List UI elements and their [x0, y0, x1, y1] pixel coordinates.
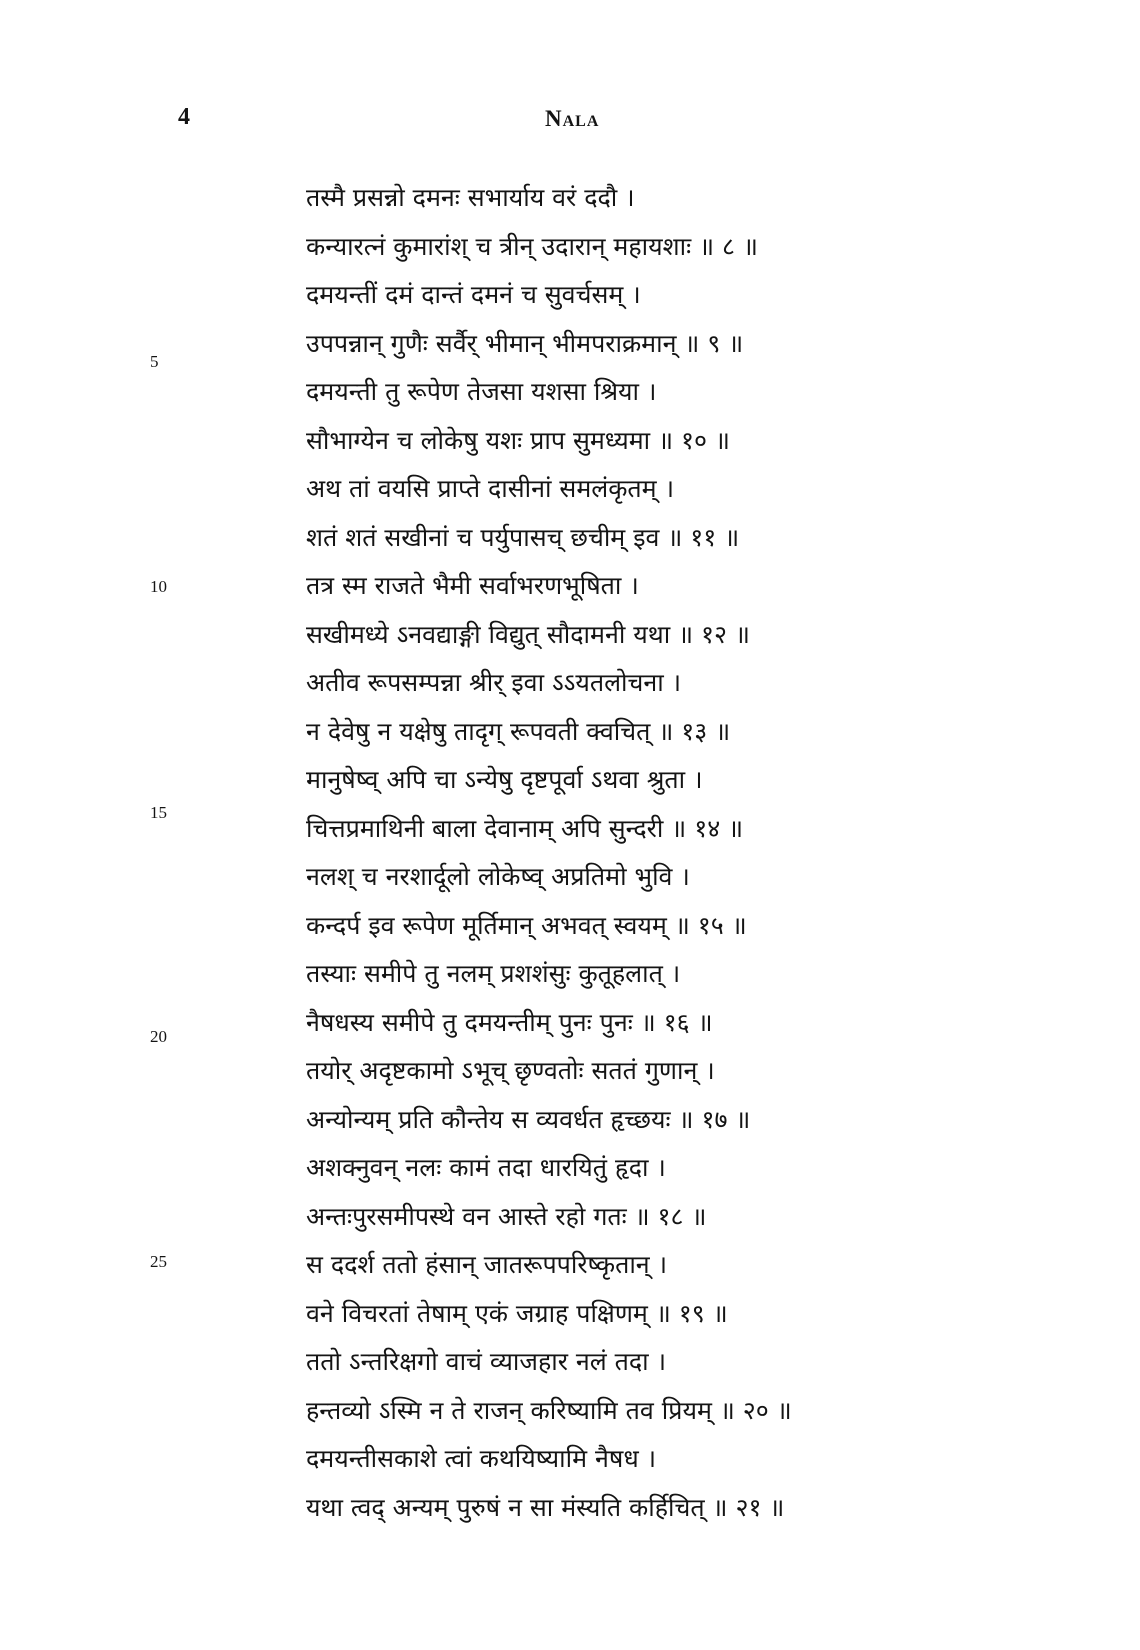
page-number: 4	[178, 104, 190, 130]
verse-line: शतं शतं सखीनां च पर्युपासच् छचीम् इव ॥ ११ ॥	[306, 522, 740, 552]
verse-line: दमयन्ती तु रूपेण तेजसा यशसा श्रिया ।	[306, 377, 657, 406]
verse-line: स ददर्श ततो हंसान् जातरूपपरिष्कृतान् ।	[306, 1250, 668, 1279]
verse-line: सौभाग्येन च लोकेषु यशः प्राप सुमध्यमा ॥ १० ॥	[306, 425, 730, 455]
verse-line: दमयन्तीसकाशे त्वां कथयिष्यामि नैषध ।	[306, 1444, 657, 1473]
verse-line: ततो ऽन्तरिक्षगो वाचं व्याजहार नलं तदा ।	[306, 1347, 667, 1376]
verse-line: अथ तां वयसि प्राप्ते दासीनां समलंकृतम् ।	[306, 474, 675, 503]
verse-line: अन्योन्यम् प्रति कौन्तेय स व्यवर्धत हृच्छयः ॥ १७ ॥	[306, 1104, 751, 1134]
verse-line: यथा त्वद् अन्यम् पुरुषं न सा मंस्यति कर्हिचित् ॥ २१ ॥	[306, 1492, 785, 1522]
line-number: 25	[150, 1252, 167, 1271]
line-number: 5	[150, 352, 159, 371]
verse-line: तस्याः समीपे तु नलम् प्रशशंसुः कुतूहलात् ।	[306, 959, 681, 988]
verse-line: नैषधस्य समीपे तु दमयन्तीम् पुनः पुनः ॥ १६ ॥	[306, 1007, 713, 1037]
verse-line: अतीव रूपसम्पन्ना श्रीर् इवा ऽऽयतलोचना ।	[306, 668, 682, 697]
verse-line: चित्तप्रमाथिनी बाला देवानाम् अपि सुन्दरी ॥ १४ ॥	[306, 813, 744, 843]
verse-line: अशक्नुवन् नलः कामं तदा धारयितुं हृदा ।	[306, 1153, 666, 1182]
verse-line: सखीमध्ये ऽनवद्याङ्गी विद्युत् सौदामनी यथा ॥ १२ ॥	[306, 619, 750, 649]
verse-line: तत्र स्म राजते भैमी सर्वाभरणभूषिता ।	[306, 571, 639, 600]
verse-line: हन्तव्यो ऽस्मि न ते राजन् करिष्यामि तव प्रियम् ॥ २० ॥	[306, 1395, 792, 1425]
verse-line: वने विचरतां तेषाम् एकं जग्राह पक्षिणम् ॥ १९ ॥	[306, 1298, 728, 1328]
verse-line: दमयन्तीं दमं दान्तं दमनं च सुवर्चसम् ।	[306, 280, 641, 309]
verse-line: तस्मै प्रसन्नो दमनः सभार्याय वरं ददौ ।	[306, 183, 635, 212]
verse-line: कन्दर्प इव रूपेण मूर्तिमान् अभवत् स्वयम् ॥ १५ ॥	[306, 910, 747, 940]
verse-line: तयोर् अदृष्टकामो ऽभूच् छृण्वतोः सततं गुणान् ।	[306, 1056, 715, 1085]
verse-line: उपपन्नान् गुणैः सर्वैर् भीमान् भीमपराक्रमान् ॥ ९ ॥	[306, 328, 744, 358]
line-number: 20	[150, 1027, 167, 1046]
verse-line: न देवेषु न यक्षेषु तादृग् रूपवती क्वचित् ॥ १३ ॥	[306, 716, 731, 746]
verse-line: कन्यारत्नं कुमारांश् च त्रीन् उदारान् महायशाः ॥ ८ ॥	[306, 231, 758, 261]
running-head: Nala	[545, 106, 600, 131]
verse-line: मानुषेष्व् अपि चा ऽन्येषु दृष्टपूर्वा ऽथवा श्रुता ।	[306, 765, 703, 794]
line-number: 10	[150, 577, 167, 596]
line-number: 15	[150, 803, 167, 822]
verse-line: नलश् च नरशार्दूलो लोकेष्व् अप्रतिमो भुवि ।	[306, 862, 690, 891]
verse-line: अन्तःपुरसमीपस्थे वन आस्ते रहो गतः ॥ १८ ॥	[306, 1201, 707, 1231]
verse-text	[306, 174, 886, 1532]
